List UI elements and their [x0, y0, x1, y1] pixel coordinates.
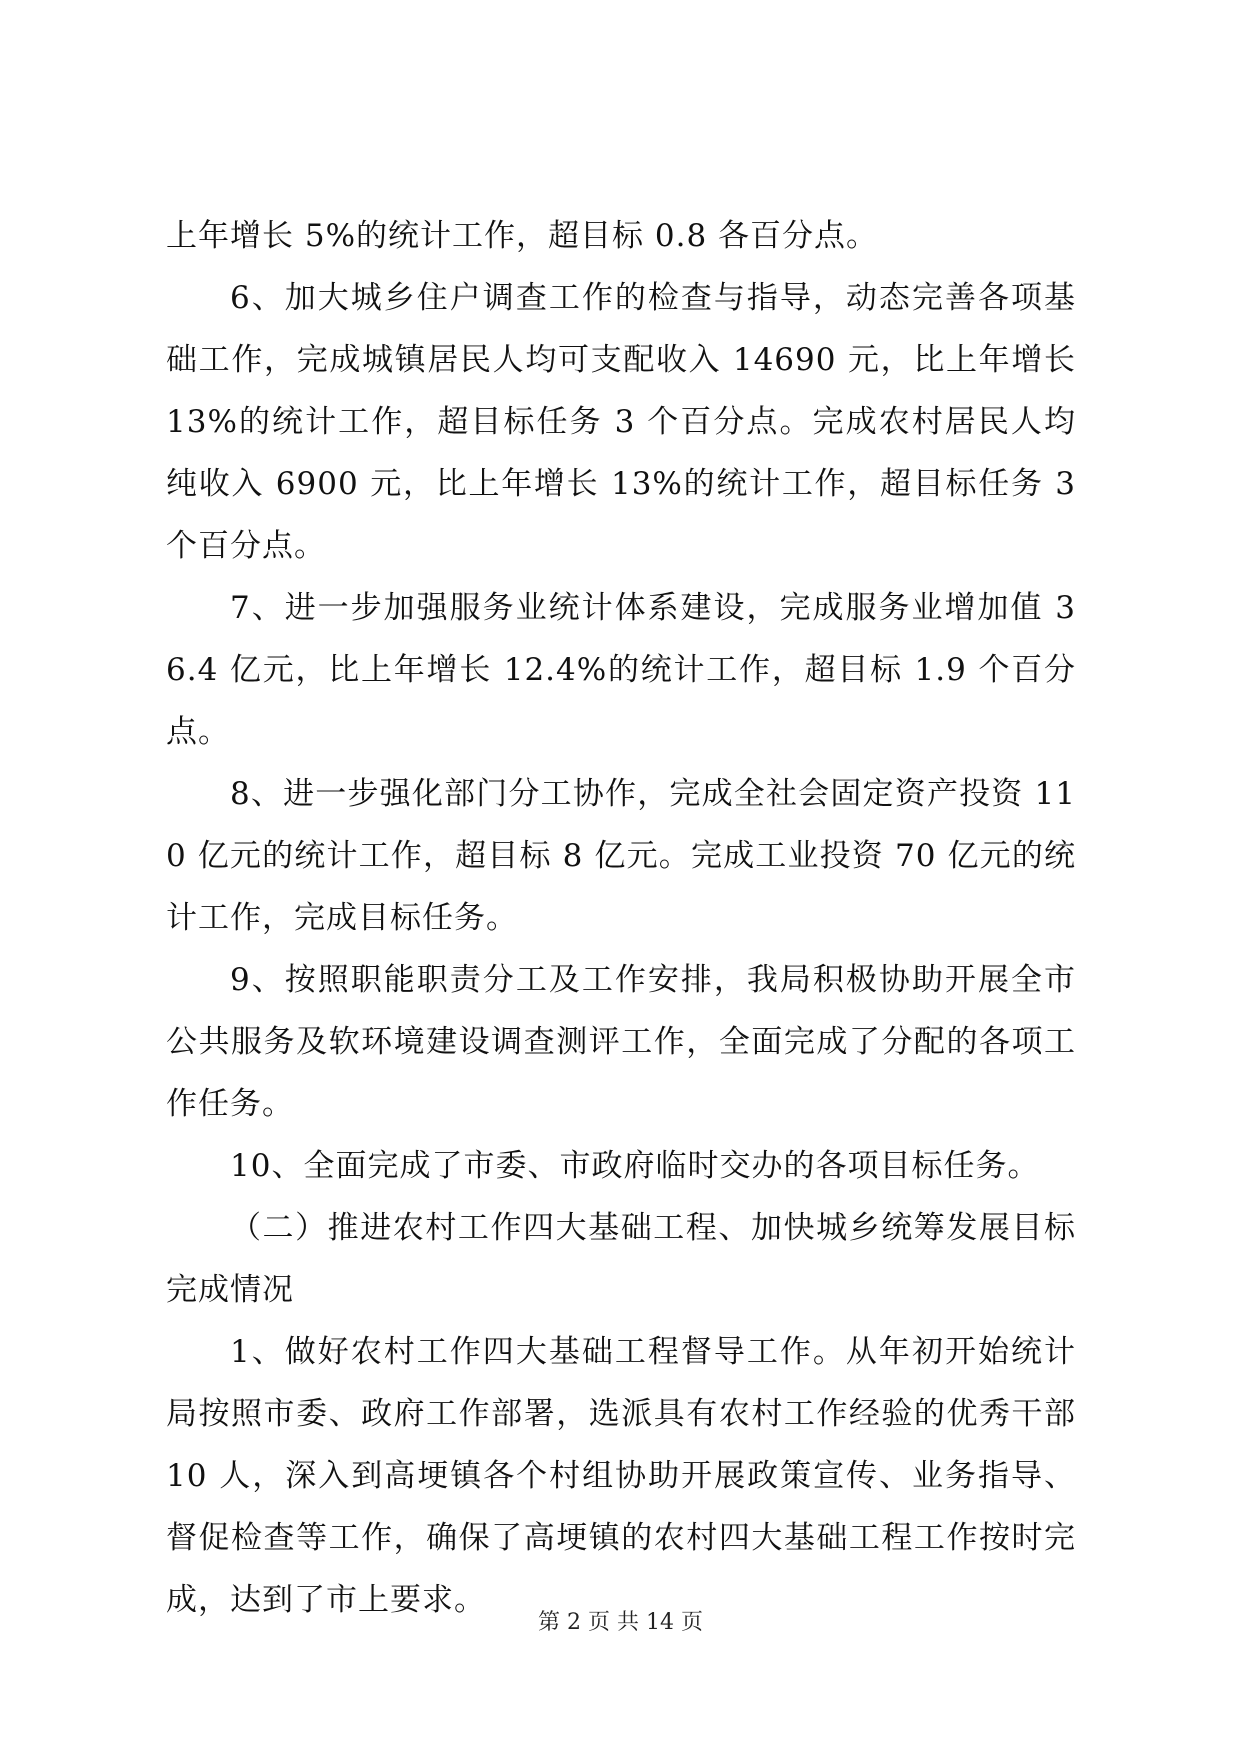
paragraph-item-9: 9、按照职能职责分工及工作安排，我局积极协助开展全市公共服务及软环境建设调查测评工作，全面完成了分配的各项工作任务。 — [166, 962, 1076, 1122]
section-heading-2: （二）推进农村工作四大基础工程、加快城乡统筹发展目标完成情况 — [166, 1210, 1076, 1308]
paragraph-item-7: 7、进一步加强服务业统计体系建设，完成服务业增加值 36.4 亿元，比上年增长 12.4%的统计工作，超目标 1.9 个百分点。 — [166, 590, 1076, 750]
paragraph-continuation: 上年增长 5%的统计工作，超目标 0.8 各百分点。 — [166, 218, 879, 254]
paragraph-item-10: 10、全面完成了市委、市政府临时交办的各项目标任务。 — [230, 1148, 1040, 1184]
page-footer: 第 2 页 共 14 页 — [538, 1610, 703, 1635]
document-body — [166, 205, 1076, 1631]
paragraph-item-8: 8、进一步强化部门分工协作，完成全社会固定资产投资 110 亿元的统计工作，超目标 8 亿元。完成工业投资 70 亿元的统计工作，完成目标任务。 — [166, 776, 1076, 936]
paragraph-section2-item-1: 1、做好农村工作四大基础工程督导工作。从年初开始统计局按照市委、政府工作部署，选派具有农村工作经验的优秀干部 10 人，深入到高埂镇各个村组协助开展政策宣传、业务指导、督促检查等工作，确保了高埂镇的农村四大基础工程工作按时完成，达到了市上要求。 — [166, 1334, 1076, 1618]
paragraph-item-6: 6、加大城乡住户调查工作的检查与指导，动态完善各项基础工作，完成城镇居民人均可支配收入 14690 元，比上年增长 13%的统计工作，超目标任务 3 个百分点。完成农村居民人均纯收入 6900 元，比上年增长 13%的统计工作，超目标任务 3 个百分点。 — [166, 280, 1076, 564]
